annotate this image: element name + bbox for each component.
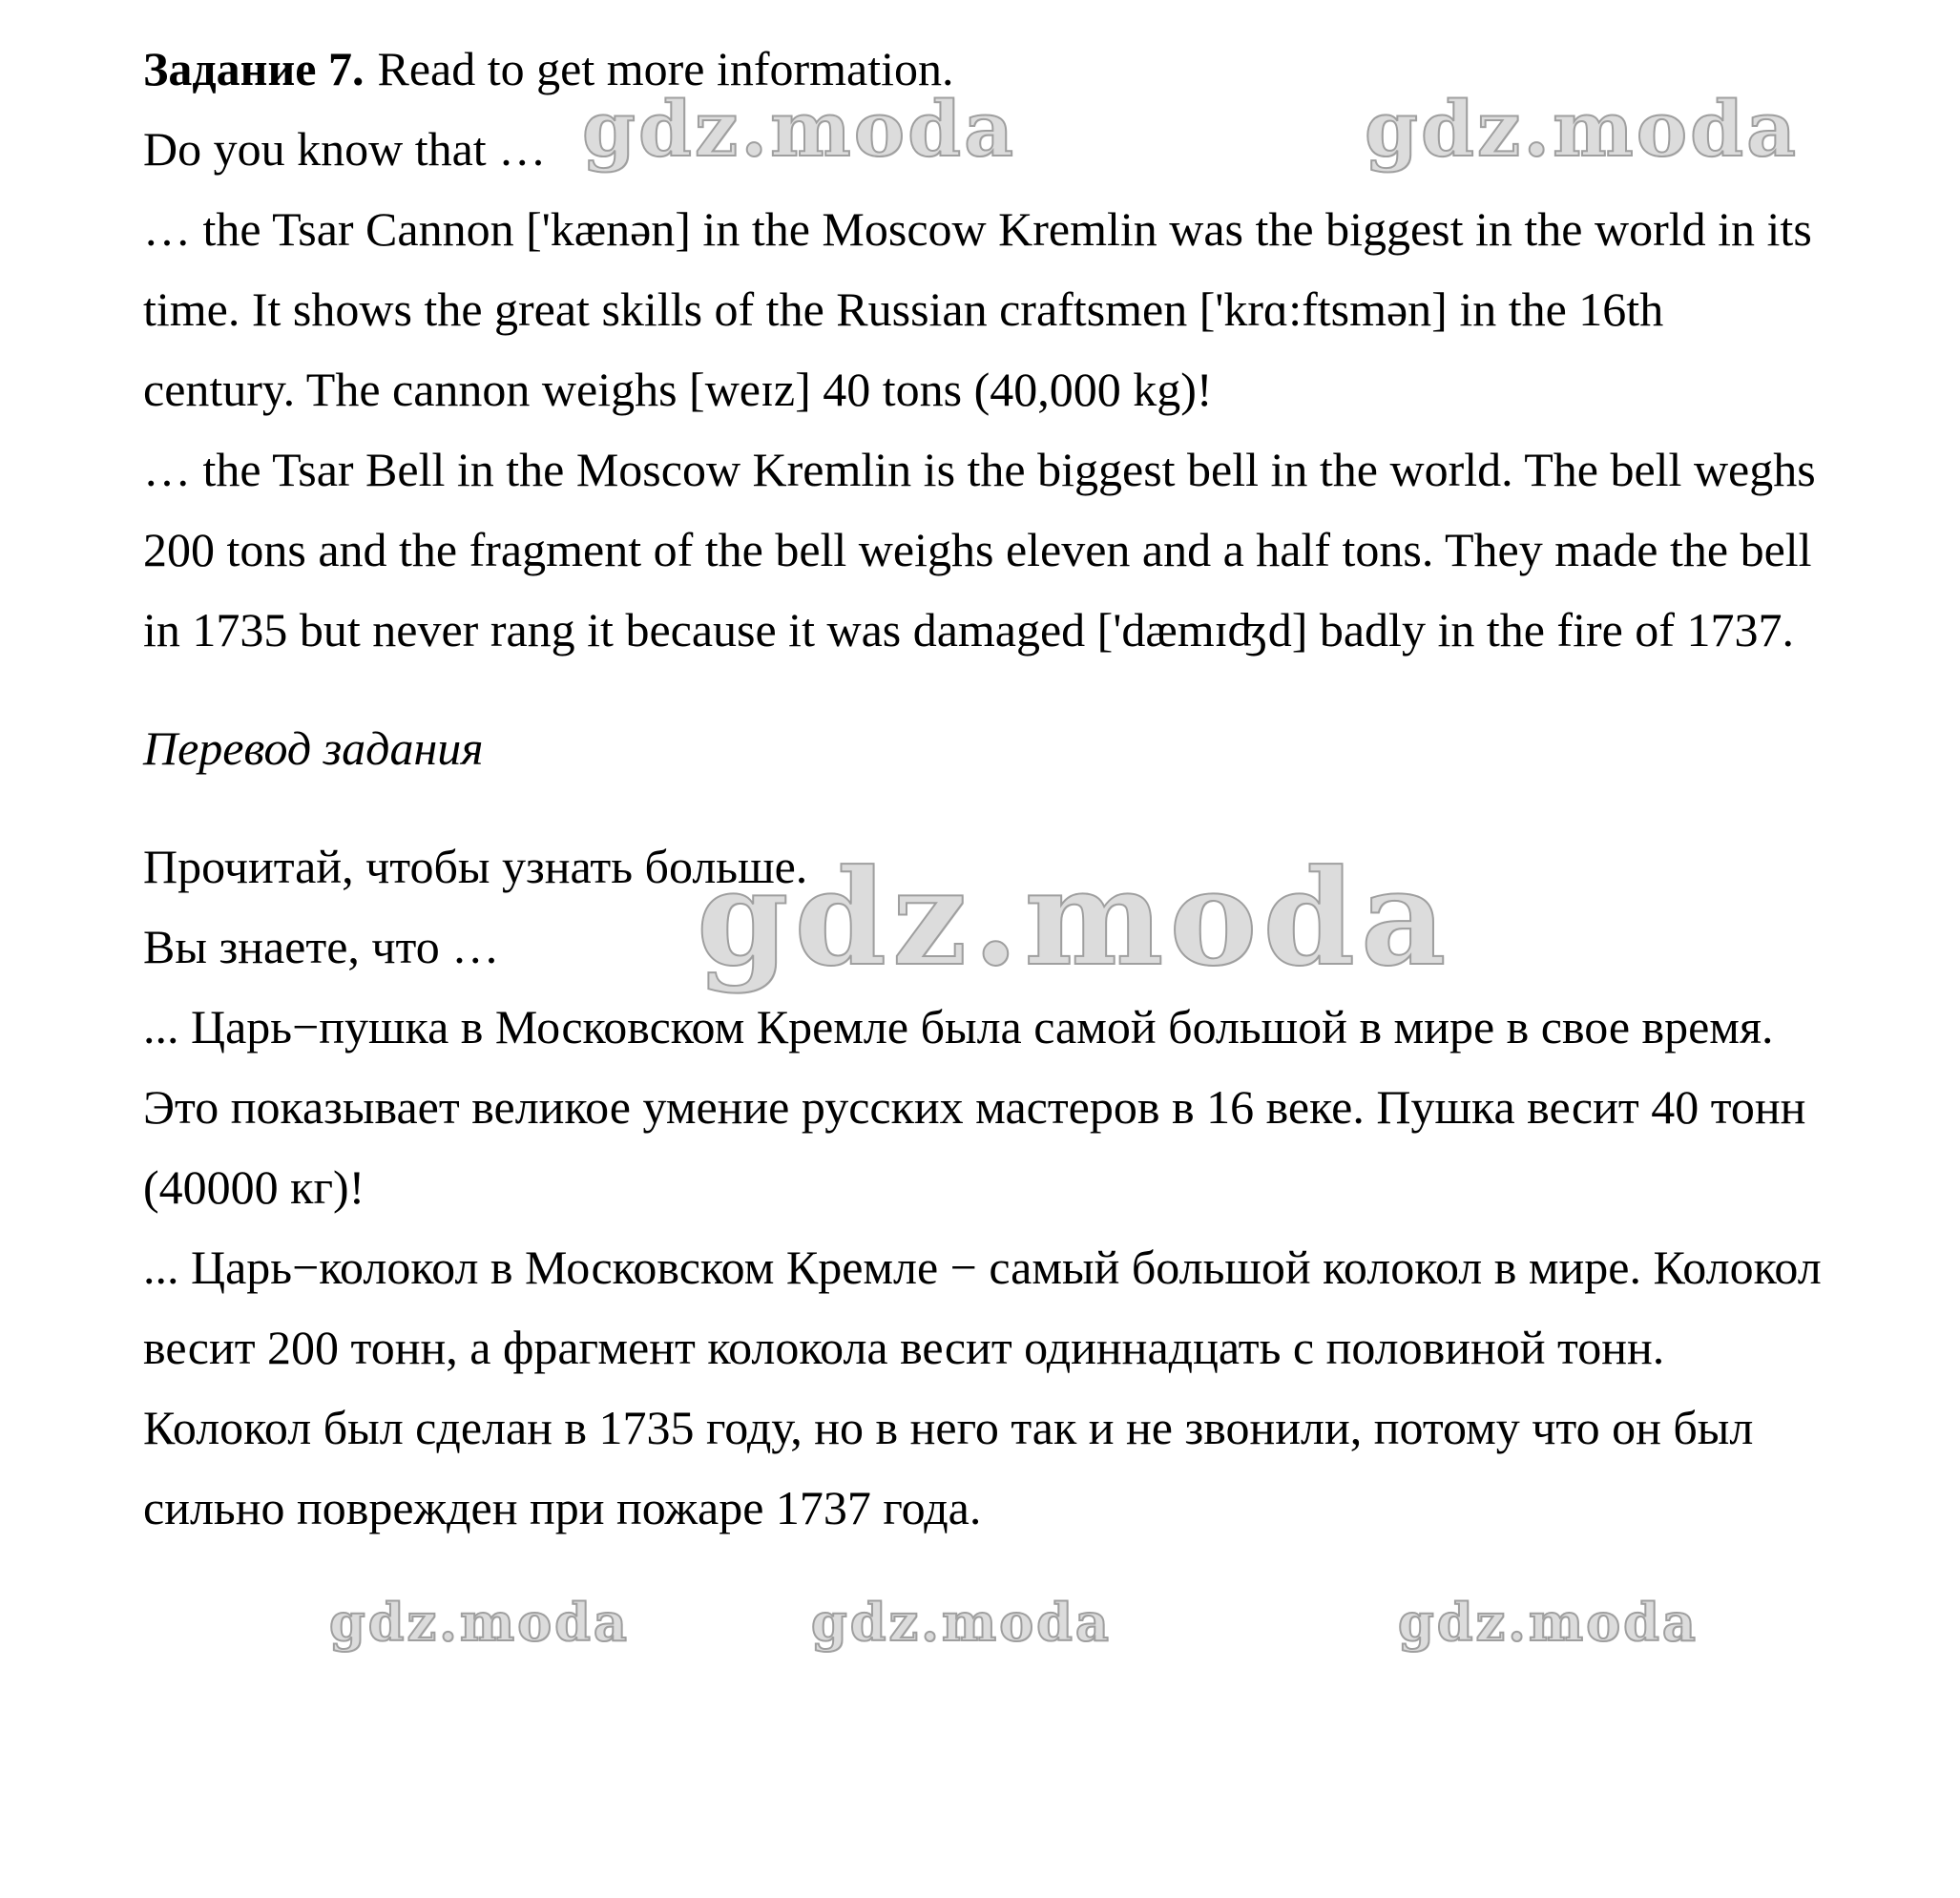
translation-heading: Перевод задания <box>143 721 484 775</box>
english-cannon-paragraph: … the Tsar Cannon ['kænən] in the Moscow Kremlin was the biggest in the world in its time. It shows the great skills of the Russian craftsmen ['krɑ:ftsmən] in the 16th century. The cannon weighs [weɪz] 40 tons (40,000 kg)! <box>143 202 1812 416</box>
translation-intro-line-2: Вы знаете, что … <box>143 920 500 973</box>
watermark-gdz-moda: gdz.moda <box>697 840 1452 995</box>
watermark-gdz-moda: gdz.moda <box>1365 84 1799 174</box>
russian-bell-paragraph: ... Царь−колокол в Московском Кремле − самый большой колокол в мире. Колокол весит 200 тонн, а фрагмент колокола весит одиннадцать с половиной тонн. Колокол был сделан в 1735 году, но в него так и не звонили, потому что он был сильно поврежден при пожаре 1737 года. <box>143 1241 1822 1534</box>
english-bell-paragraph: … the Tsar Bell in the Moscow Kremlin is the biggest bell in the world. The bell weghs 200 tons and the fragment of the bell weighs eleven and a half tons. They made the bell in 1735 but never rang it because it was damaged ['dæmɪʤd] badly in the fire of 1737. <box>143 443 1816 657</box>
task-heading <box>143 29 1826 109</box>
task-title: Read to get more information. <box>377 42 954 95</box>
watermark-gdz-moda: gdz.moda <box>582 84 1016 174</box>
task-intro-line: Do you know that … <box>143 122 547 176</box>
watermark-gdz-moda: gdz.moda <box>811 1592 1112 1653</box>
watermark-gdz-moda: gdz.moda <box>329 1592 630 1653</box>
translation-intro-line-1: Прочитай, чтобы узнать больше. <box>143 840 808 893</box>
watermark-gdz-moda: gdz.moda <box>1398 1592 1699 1653</box>
task-number-label: Задание 7. <box>143 42 365 95</box>
russian-cannon-paragraph: ... Царь−пушка в Московском Кремле была самой большой в мире в свое время. Это показывает великое умение русских мастеров в 16 веке. Пушка весит 40 тонн (40000 кг)! <box>143 1000 1806 1214</box>
